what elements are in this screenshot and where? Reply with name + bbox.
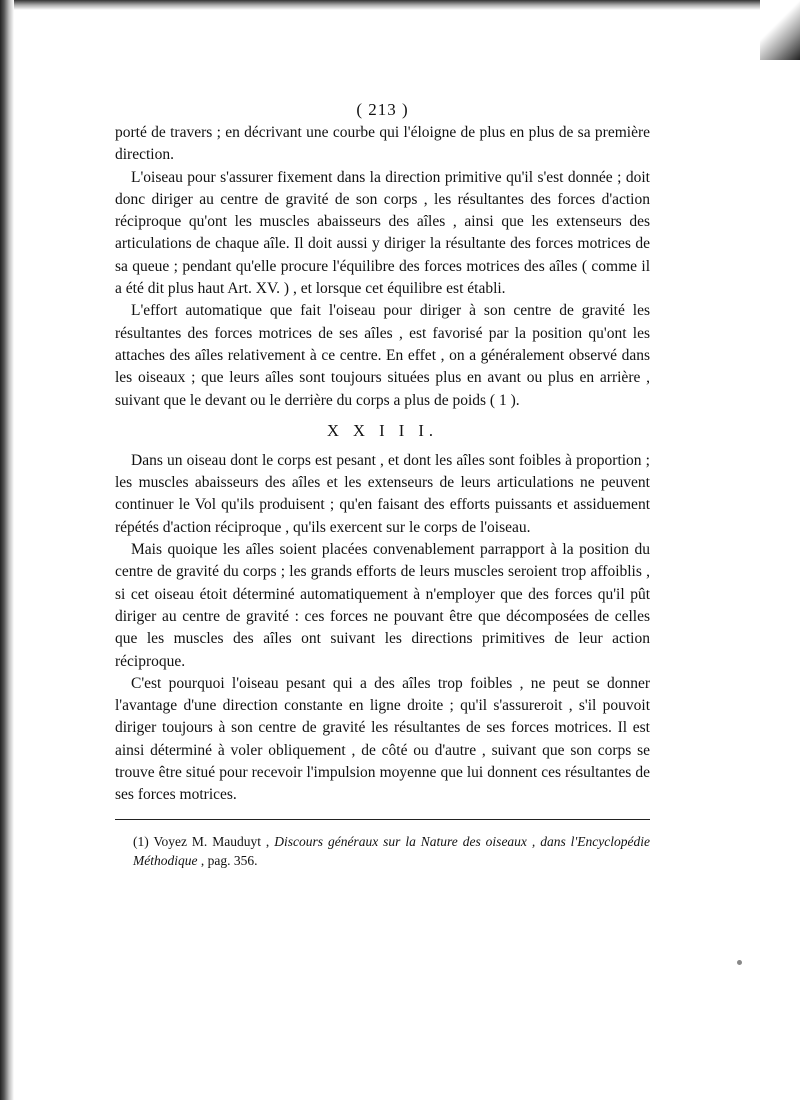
paragraph-oiseau-pesant: Dans un oiseau dont le corps est pesant , et dont les aîles sont foibles à proportion ; les muscles abaisseurs des aîles et les extenseurs de leurs articulations ne peuvent continuer le Vol qu'ils produisent ; qu'en faisant des efforts puissants et assiduement répétés d'action réciproque , qu'ils exercent sur le corps de l'oiseau. xyxy=(115,451,650,536)
paragraph-continued: porté de travers ; en décrivant une courbe qui l'éloigne de plus en plus de sa première direction. xyxy=(115,124,650,164)
footnote xyxy=(115,832,650,870)
section-heading: X X I I I. xyxy=(327,420,438,440)
book-page xyxy=(115,100,650,870)
paragraph-cest-pourquoi: C'est pourquoi l'oiseau pesant qui a des aîles trop foibles , ne peut se donner l'avantage d'une direction constante en ligne droite ; qu'il s'assureroit , s'il pouvoit diriger toujours à son centre de gravité les résultantes de ses forces motrices. Il est ainsi déterminé à voler obliquement , de côté ou d'autre , suivant que son corps se trouve être situé pour recevoir l'impulsion moyenne que lui donnent ces résultantes de ses forces motrices. xyxy=(115,674,650,804)
paragraph-mais-quoique: Mais quoique les aîles soient placées convenablement parrapport à la position du centre de gravité du corps ; les grands efforts de leurs muscles seroient trop affoiblis , si cet oiseau étoit déterminé automatiquement à n'employer que des forces qu'il pût diriger au centre de gravité : ces forces ne pouvant être que décomposées de celles que les muscles des aîles ont suivant les directions primitives de leur action réciproque. xyxy=(115,541,650,670)
paragraph-effort-automatique: L'effort automatique que fait l'oiseau pour diriger à son centre de gravité les résultantes des forces motrices de ses aîles , est favorisé par la position qu'ont les attaches des aîles relativement à ce centre. En effet , on a généralement observé dans les oiseaux ; que leurs aîles sont toujours situées plus en avant ou plus en arrière , suivant que le devant ou le derrière du corps a plus de poids ( 1 ). xyxy=(115,302,650,409)
scan-speck xyxy=(737,960,742,965)
footnote-prefix: (1) Voyez M. Mauduyt , xyxy=(133,833,275,849)
paragraph-oiseau-direction: L'oiseau pour s'assurer fixement dans la direction primitive qu'il s'est donnée ; doit donc diriger au centre de gravité de son corps , les résultantes des forces d'action réciproque qu'ont les muscles abaisseurs des aîles , ainsi que les extenseurs des articulations de chaque aîle. Il doit aussi y diriger la résultante des forces motrices de sa queue ; pendant qu'elle procure l'équilibre des forces motrices des aîles ( comme il a été dit plus haut Art. XV. ) , et lorsque cet équilibre est établi. xyxy=(115,168,650,298)
page-number: ( 213 ) xyxy=(356,100,409,119)
scan-border-top xyxy=(0,0,800,10)
footnote-title: Discours généraux sur la Nature des oiseaux , dans l'Encyclopédie Méthodique xyxy=(133,833,650,868)
scan-border-left xyxy=(0,0,14,1100)
scan-corner-shadow xyxy=(760,0,800,60)
footnote-divider xyxy=(115,819,650,820)
footnote-suffix: , pag. 356. xyxy=(197,852,258,868)
